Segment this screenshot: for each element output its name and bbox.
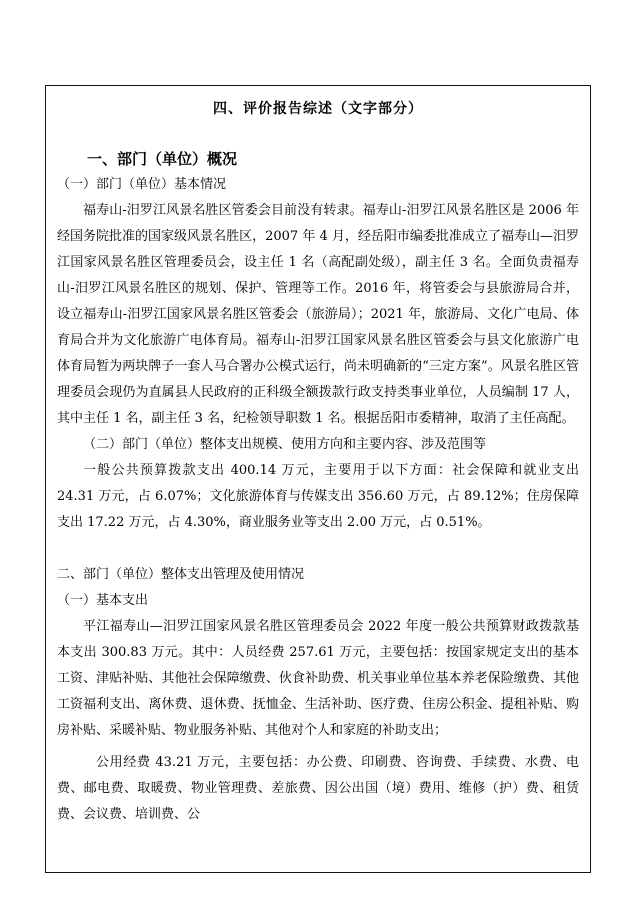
content-frame <box>45 85 591 873</box>
section1-heading: 一、部门（单位）概况 <box>87 150 238 168</box>
section2-heading: 二、部门（单位）整体支出管理及使用情况 <box>57 567 305 582</box>
section1-sub2-heading: （二）部门（单位）整体支出规模、使用方向和主要内容、涉及范围等 <box>83 437 487 452</box>
section1-sub2-paragraph: 一般公共预算拨款支出 400.14 万元，主要用于以下方面：社会保障和就业支出 24.31 万元，占 6.07%；文化旅游体育与传媒支出 356.60 万元，占 89.12%；住房保障支出 17.22 万元，占 4.30%，商业服务业等支出 2.00 万元，占 0.51%。 <box>57 463 579 530</box>
section2-sub1-paragraph-personnel: 平江福寿山—汨罗江国家风景名胜区管理委员会 2022 年度一般公共预算财政拨款基本支出 300.83 万元。其中：人员经费 257.61 万元，主要包括：按国家规定支出的基本工资、津贴补贴、其他社会保障缴费、伙食补助费、机关事业单位基本养老保险缴费、其他工资福利支出、离休费、退休费、抚恤金、生活补助、医疗费、住房公积金、提租补贴、购房补贴、采暖补贴、物业服务补贴、其他对个人和家庭的补助支出； <box>57 619 579 738</box>
section1-sub1-heading: （一）部门（单位）基本情况 <box>57 177 227 192</box>
section2-sub1-paragraph-public-funds: 公用经费 43.21 万元，主要包括：办公费、印刷费、咨询费、手续费、水费、电费、邮电费、取暖费、物业管理费、差旅费、因公出国（境）费用、维修（护）费、租赁费、会议费、培训费、公 <box>57 755 579 822</box>
section2-sub1-heading: （一）基本支出 <box>57 593 149 608</box>
report-title: 四、评价报告综述（文字部分） <box>213 101 423 117</box>
section1-sub1-paragraph: 福寿山-汨罗江风景名胜区管委会目前没有转隶。福寿山-汨罗江风景名胜区是 2006 年经国务院批准的国家级风景名胜区，2007 年 4 月，经岳阳市编委批准成立了福寿山—汨罗江国家风景名胜区管理委员会，设主任 1 名（高配副处级），副主任 3 名。全面负责福寿山-汨罗江风景名胜区的规划、保护、管理等工作。2016 年，将管委会与县旅游局合并，设立福寿山-汨罗江国家风景名胜区管委会（旅游局）；2021 年，旅游局、文化广电局、体育局合并为文化旅游广电体育局。福寿山-汨罗江国家风景名胜区管委会与县文化旅游广电体育局暂为两块牌子一套人马合署办公模式运行，尚未明确新的“三定方案”。风景名胜区管理委员会现仍为直属县人民政府的正科级全额拨款行政支持类事业单位，人员编制 17 人，其中主任 1 名，副主任 3 名，纪检领导职数 1 名。根据岳阳市委精神，取消了主任高配。 <box>57 203 579 426</box>
